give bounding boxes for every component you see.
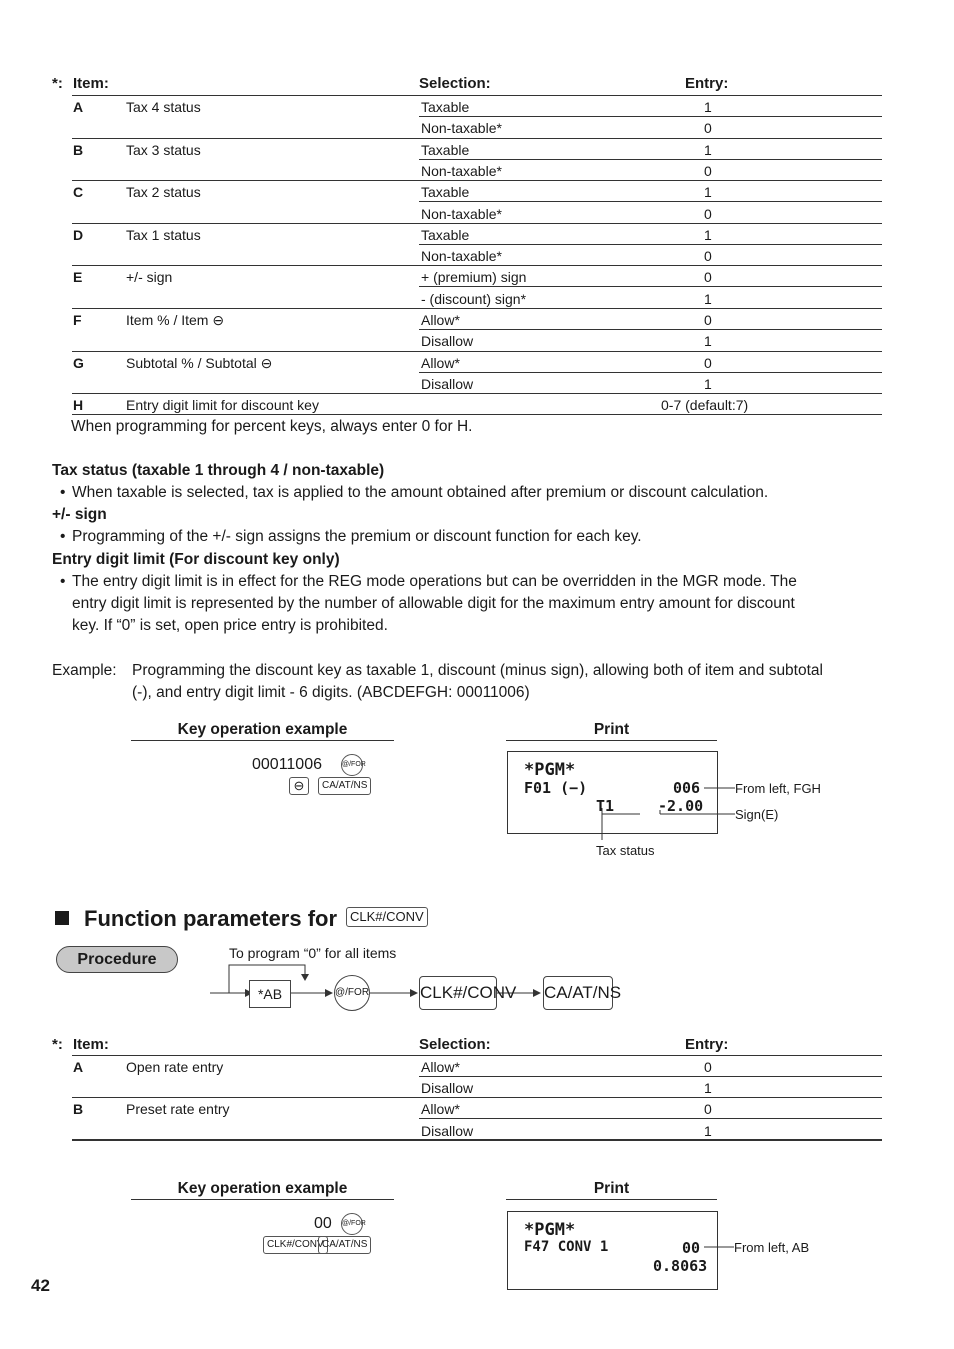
table-row-mid-rule <box>419 372 882 373</box>
annotation-ab: From left, AB <box>734 1240 810 1255</box>
table-row-selection-2: Disallow <box>421 333 474 350</box>
loop-label: To program “0” for all items <box>229 945 397 961</box>
table-row-entry-1: 0 <box>704 269 712 286</box>
table-row-item: Subtotal % / Subtotal ⊖ <box>126 354 273 371</box>
flow-ab-box: *AB <box>249 980 291 1008</box>
table-row-selection-2: Non-taxable* <box>421 205 502 222</box>
table-row-mid-rule <box>419 329 882 330</box>
bullet-mark: • <box>60 528 66 545</box>
table-row-entry-2: 0 <box>704 248 712 265</box>
section-title-key: CLK#/CONV <box>346 907 428 927</box>
print-line2a: F01 (−) <box>524 779 588 797</box>
print-line2b: 006 <box>673 779 701 797</box>
table-row-rule <box>72 180 882 181</box>
table2-selection-header: Selection: <box>419 1036 491 1053</box>
clk-conv-key: CLK#/CONV <box>263 1236 328 1254</box>
note-body-entry-digit-1: The entry digit limit is in effect for the REG mode operations but can be overridden in the MGR mode. The <box>72 573 797 590</box>
table-row-entry-2: 1 <box>704 333 712 350</box>
table-row-item: Item % / Item ⊖ <box>126 312 225 328</box>
table-row-code: A <box>73 1059 84 1075</box>
annotation-sign: Sign(E) <box>735 807 779 822</box>
table1-row-h-code: H <box>73 397 84 413</box>
table1-row-h-item: Entry digit limit for discount key <box>126 397 319 413</box>
print-title: Print <box>593 721 630 738</box>
table-row-mid-rule <box>419 116 882 117</box>
table-row-selection-2: - (discount) sign* <box>421 290 527 307</box>
table-row-selection-1: Allow* <box>421 1101 460 1118</box>
table-row-item: Open rate entry <box>126 1059 224 1075</box>
section-title: Function parameters for <box>84 906 338 931</box>
table-row-entry-1: 0 <box>704 312 712 328</box>
table1-entry-header: Entry: <box>685 75 729 92</box>
table1-item-header: Item: <box>73 75 109 92</box>
flow-ca-at-ns-key: CA/AT/NS <box>543 976 613 1010</box>
table-row-mid-rule <box>419 1118 882 1119</box>
print-line2b: 00 <box>682 1239 701 1257</box>
table-row-selection-1: Taxable <box>421 99 470 115</box>
annotation-leaders-1 <box>590 780 740 850</box>
table-row-selection-2: Disallow <box>421 1080 474 1097</box>
note-body-entry-digit-2: entry digit limit is represented by the number of allowable digit for the maximum entry amount for discount <box>72 595 795 612</box>
table-row-rule <box>72 265 882 266</box>
section-square-icon <box>55 911 69 925</box>
table2-star: *: <box>52 1036 63 1053</box>
print-line1: *PGM* <box>524 1220 576 1240</box>
table-row-selection-2: Non-taxable* <box>421 120 502 137</box>
table-row-rule <box>72 393 882 394</box>
print-line3a: T1 <box>596 797 615 815</box>
table-row-item: Tax 3 status <box>126 141 201 158</box>
table-row-rule <box>72 351 882 352</box>
table-row-item: Tax 2 status <box>126 184 201 201</box>
table-row-selection-1: Allow* <box>421 354 460 371</box>
table-row-selection-1: Taxable <box>421 226 470 243</box>
table-row-code: B <box>73 141 84 158</box>
table-row-code: A <box>73 99 84 115</box>
table-row-selection-2: Non-taxable* <box>421 248 502 265</box>
table1-header-rule <box>72 95 882 96</box>
table-row-entry-2: 0 <box>704 120 712 137</box>
example-line2: (-), and entry digit limit - 6 digits. (ABCDEFGH: 00011006) <box>132 684 530 701</box>
table-row-selection-1: Taxable <box>421 184 470 201</box>
table-row-selection-2: Non-taxable* <box>421 162 502 179</box>
table-row-entry-2: 0 <box>704 205 712 222</box>
note-heading-entry-digit: Entry digit limit (For discount key only) <box>52 551 340 568</box>
ca-at-ns-key: CA/AT/NS <box>318 777 371 795</box>
bullet-mark: • <box>60 573 66 590</box>
table-row-entry-1: 1 <box>704 99 712 115</box>
table-row-code: F <box>73 312 82 328</box>
print-line3b: 0.8063 <box>653 1257 708 1275</box>
flow-for-key: @/FOR <box>334 975 370 1011</box>
for-key: @/FOR <box>341 754 363 776</box>
table-row-rule <box>72 223 882 224</box>
table-row-code: G <box>73 354 84 371</box>
table-row-selection-1: Allow* <box>421 1059 460 1075</box>
note-body-tax-status: When taxable is selected, tax is applied to the amount obtained after premium or discount calculation. <box>72 484 769 501</box>
example-line1: Programming the discount key as taxable 1, discount (minus sign), allowing both of item and subtotal <box>132 662 823 679</box>
table-row-entry-1: 1 <box>704 184 712 201</box>
for-key: @/FOR <box>341 1213 363 1235</box>
print-line3b: -2.00 <box>658 797 704 815</box>
annotation-tax-status: Tax status <box>596 843 655 858</box>
note-body-sign: Programming of the +/- sign assigns the premium or discount function for each key. <box>72 528 642 545</box>
table-row-entry-2: 1 <box>704 290 712 307</box>
table2-entry-header: Entry: <box>685 1036 729 1053</box>
flow-clk-conv-key: CLK#/CONV <box>419 976 497 1010</box>
table-row-entry-1: 0 <box>704 354 712 371</box>
table2-header-rule <box>72 1055 882 1056</box>
minus-key: ⊖ <box>289 777 309 795</box>
table-row-entry-2: 1 <box>704 375 712 392</box>
table1-note: When programming for percent keys, always enter 0 for H. <box>71 418 473 435</box>
table-row-entry-1: 1 <box>704 141 712 158</box>
note-body-entry-digit-3: key. If “0” is set, open price entry is prohibited. <box>72 617 388 634</box>
table2-item-header: Item: <box>73 1036 109 1053</box>
table-row-code: E <box>73 269 83 286</box>
key-operation-rule <box>131 740 394 741</box>
table-row-entry-2: 1 <box>704 1122 712 1139</box>
table-row-entry-1: 0 <box>704 1059 712 1075</box>
note-heading-tax-status: Tax status (taxable 1 through 4 / non-taxable) <box>52 462 385 479</box>
procedure-badge: Procedure <box>56 946 178 973</box>
table-row-selection-1: Allow* <box>421 312 460 328</box>
table-row-rule <box>72 308 882 309</box>
print-rule <box>506 1199 717 1200</box>
table-row-mid-rule <box>419 159 882 160</box>
table-row-selection-1: + (premium) sign <box>421 269 527 286</box>
print-title: Print <box>593 1180 630 1197</box>
table-row-code: D <box>73 226 84 243</box>
page-number: 42 <box>31 1276 50 1295</box>
bullet-mark: • <box>60 484 66 501</box>
table-row-entry-1: 1 <box>704 226 712 243</box>
table-row-item: +/- sign <box>126 269 173 286</box>
table2-bottom-rule <box>72 1139 882 1141</box>
print-line1: *PGM* <box>524 760 576 780</box>
table1-star: *: <box>52 75 63 92</box>
table-row-entry-2: 1 <box>704 1080 712 1097</box>
table-row-rule <box>72 138 882 139</box>
key-operation-title: Key operation example <box>177 1180 348 1197</box>
key-operation-rule <box>131 1199 394 1200</box>
key-digits: 00011006 <box>252 756 322 773</box>
table-row-selection-2: Disallow <box>421 375 474 392</box>
key-operation-title: Key operation example <box>177 721 348 738</box>
key-digits: 00 <box>314 1215 332 1232</box>
table-row-item: Tax 1 status <box>126 226 201 243</box>
table-row-selection-2: Disallow <box>421 1122 474 1139</box>
table-row-rule <box>72 1097 882 1098</box>
table-row-code: C <box>73 184 84 201</box>
table-row-entry-1: 0 <box>704 1101 712 1118</box>
table-row-mid-rule <box>419 201 882 202</box>
table-row-code: B <box>73 1101 84 1118</box>
table1-selection-header: Selection: <box>419 75 491 92</box>
print-rule <box>506 740 717 741</box>
table-row-mid-rule <box>419 244 882 245</box>
example-label: Example: <box>52 662 117 679</box>
note-heading-sign: +/- sign <box>52 506 107 523</box>
table-row-entry-2: 0 <box>704 162 712 179</box>
table-row-item: Preset rate entry <box>126 1101 230 1118</box>
annotation-fgh: From left, FGH <box>735 781 821 796</box>
table-row-selection-1: Taxable <box>421 141 470 158</box>
receipt-print-2 <box>507 1211 718 1290</box>
table1-bottom-rule <box>72 414 882 415</box>
print-line2a: F47 CONV 1 <box>524 1239 609 1255</box>
table1-row-h-entry: 0-7 (default:7) <box>661 397 749 413</box>
table-row-mid-rule <box>419 1076 882 1077</box>
table-row-item: Tax 4 status <box>126 99 201 115</box>
ca-at-ns-key: CA/AT/NS <box>318 1236 371 1254</box>
table-row-mid-rule <box>419 286 882 287</box>
